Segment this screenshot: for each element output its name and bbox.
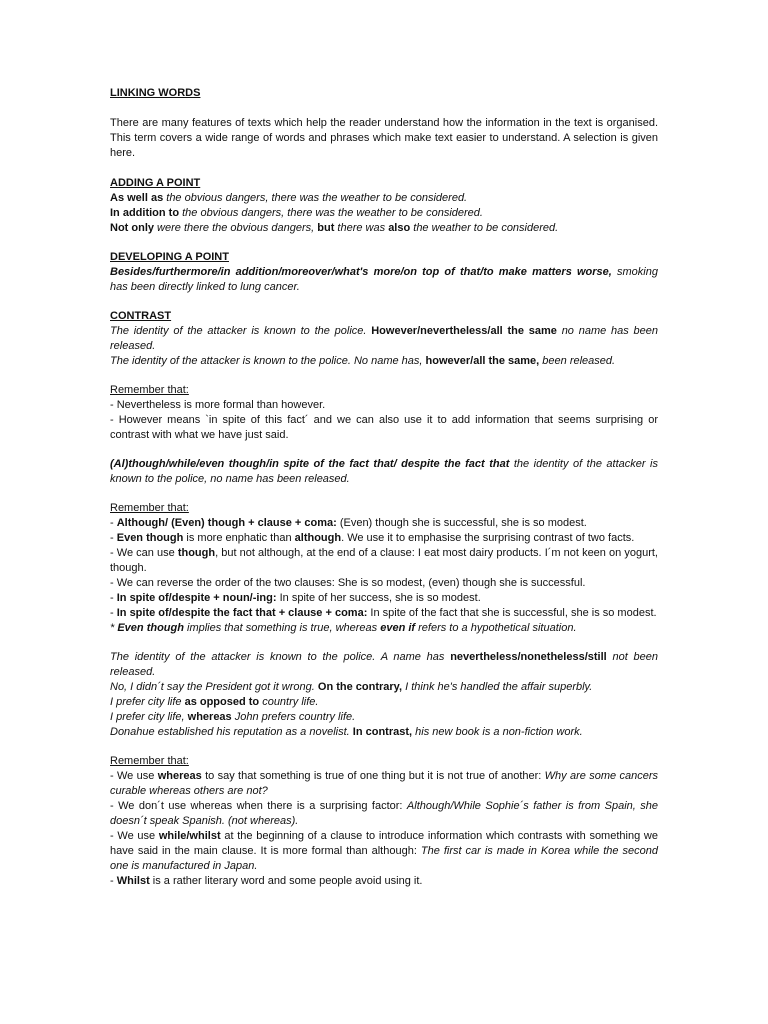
document-page — [110, 86, 658, 889]
remember2-line-5: - In spite of/despite + noun/-ing: In spite of her success, she is so modest. — [110, 592, 481, 604]
contrast-example-5: I prefer city life as opposed to country life. — [110, 696, 319, 708]
remember1-line-1: - Nevertheless is more formal than however. — [110, 399, 326, 411]
remember2-line-6: - In spite of/despite the fact that + clause + coma: In spite of the fact that she is successful, she is so modest. — [110, 607, 657, 619]
contrast-example-6: I prefer city life, whereas John prefers country life. — [110, 711, 356, 723]
remember3-line-1: - We use whereas to say that something is true of one thing but it is not true of another: Why are some cancers curable whereas others are not? — [110, 770, 658, 797]
contrast-example-3: The identity of the attacker is known to the police. A name has nevertheless/nonetheless/still not been released. — [110, 651, 659, 678]
remember-heading-3: Remember that: — [110, 755, 189, 767]
remember2-line-1: - Although/ (Even) though + clause + coma: (Even) though she is successful, she is so modest. — [110, 517, 587, 529]
remember3-line-2: - We don´t use whereas when there is a surprising factor: Although/While Sophie´s father is from Spain, she doesn´t speak Spanish. (not whereas). — [110, 800, 658, 827]
remember1-line-2: - However means `in spite of this fact´ and we can also use it to add information that seems surprising or contrast with what we have just said. — [110, 414, 658, 441]
remember3-line-3: - We use while/whilst at the beginning of a clause to introduce information which contrasts with something we have said in the main clause. It is more formal than although: The first car is made in Korea while the second one is manufactured in Japan. — [110, 830, 658, 872]
section-heading-developing: DEVELOPING A POINT — [110, 251, 229, 263]
remember3-line-4: - Whilst is a rather literary word and some people avoid using it. — [110, 875, 423, 887]
section-heading-contrast: CONTRAST — [110, 310, 172, 322]
remember2-line-4: - We can reverse the order of the two clauses: She is so modest, (even) though she is successful. — [110, 577, 586, 589]
remember-heading-1: Remember that: — [110, 384, 189, 396]
adding-example-3: Not only were there the obvious dangers, but there was also the weather to be considered. — [110, 222, 559, 234]
section-heading-adding: ADDING A POINT — [110, 177, 201, 189]
contrast-example-4: No, I didn´t say the President got it wrong. On the contrary, I think he's handled the affair superbly. — [110, 681, 593, 693]
contrast-example-2: The identity of the attacker is known to the police. No name has, however/all the same, been released. — [110, 355, 616, 367]
adding-example-1: As well as the obvious dangers, there was the weather to be considered. — [110, 192, 468, 204]
intro-paragraph: There are many features of texts which help the reader understand how the information in the text is organised. This term covers a wide range of words and phrases which make text easier to understand. A selection is given here. — [110, 117, 658, 159]
contrast-example-1: The identity of the attacker is known to the police. However/nevertheless/all the same no name has been released. — [110, 325, 658, 352]
page-title: LINKING WORDS — [110, 87, 201, 99]
remember2-line-2: - Even though is more enphatic than although. We use it to emphasise the surprising contrast of two facts. — [110, 532, 635, 544]
contrast-example-7: Donahue established his reputation as a novelist. In contrast, his new book is a non-fiction work. — [110, 726, 583, 738]
adding-example-2: In addition to the obvious dangers, there was the weather to be considered. — [110, 207, 483, 219]
although-example: (Al)though/while/even though/in spite of the fact that/ despite the fact that the identity of the attacker is known to the police, no name has been released. — [110, 458, 658, 485]
remember2-line-3: - We can use though, but not although, at the end of a clause: I eat most dairy products. I´m not keen on yogurt, though. — [110, 547, 658, 574]
developing-example-1: Besides/furthermore/in addition/moreover/what's more/on top of that/to make matters worse, smoking has been directly linked to lung cancer. — [110, 266, 658, 293]
remember2-note: * Even though implies that something is true, whereas even if refers to a hypothetical situation. — [110, 622, 577, 634]
remember-heading-2: Remember that: — [110, 502, 189, 514]
